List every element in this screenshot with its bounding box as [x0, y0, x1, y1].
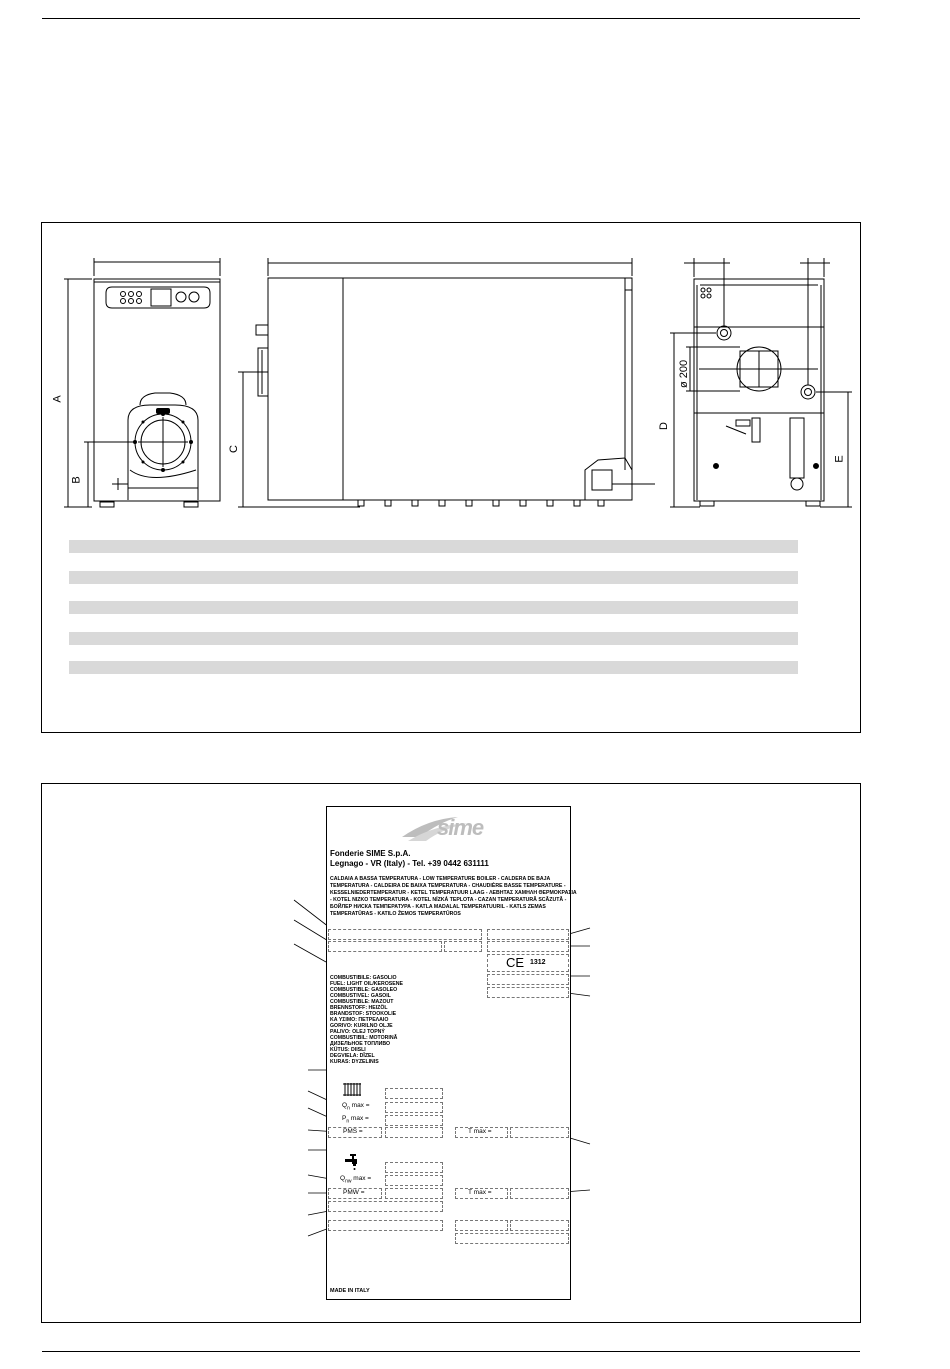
dim-label-b: B [70, 476, 83, 484]
boiler-type-line: TEMPERATŪRAS - KATILO ŽEMOS TEMPERATŪROS [330, 911, 461, 917]
plate-field-box [385, 1127, 443, 1138]
plate-field-box [328, 929, 482, 940]
plate-field-box [328, 1201, 443, 1212]
fuel-line: ДИЗЕЛЬНОЕ ТОПЛИВО [330, 1041, 391, 1047]
plate-field-box [510, 1188, 569, 1199]
dim-label-e: E [833, 455, 846, 463]
ce-number: 1312 [530, 959, 546, 966]
fuel-line: BRANDSTOF: STOOKOLIE [330, 1011, 397, 1017]
fuel-line: PALIVO: OLEJ TOPNÝ [330, 1029, 385, 1035]
fuel-line: KÜTUS: DIISLI [330, 1047, 366, 1053]
tmax-label: T max = [468, 1189, 492, 1196]
pmw-label: PMW = [343, 1189, 365, 1196]
plate-field-box [487, 974, 569, 985]
dim-label-a: A [51, 395, 64, 403]
made-in-italy: MADE IN ITALY [330, 1288, 370, 1294]
radiator-icon [342, 1082, 362, 1097]
fuel-line: BRENNSTOFF: HEIZÖL [330, 1005, 388, 1011]
dim-label-diameter: ø 200 [678, 359, 690, 388]
ce-mark: CE [506, 955, 525, 970]
qn-max-label: $Q_n$ max = [342, 1102, 370, 1112]
fuel-line: GORIVO: KURILNO OLJE [330, 1023, 393, 1029]
plate-field-box [385, 1088, 443, 1099]
fuel-line: FUEL: LIGHT OIL/KEROSENE [330, 981, 403, 987]
pn-max-label: $P_n$ max = [342, 1115, 369, 1125]
plate-field-box [510, 1127, 569, 1138]
fuel-line: COMBUSTIVEL: GASOIL [330, 993, 391, 999]
fuel-line: COMBUSTIBLE: GASOLEO [330, 987, 398, 993]
plate-field-box [487, 941, 569, 952]
fuel-line: KURAS: DYZELINIS [330, 1059, 379, 1065]
plate-field-box [328, 1220, 443, 1231]
plate-field-box [487, 929, 569, 940]
pms-label: PMS = [343, 1128, 363, 1135]
plate-field-box [455, 1233, 569, 1244]
dim-label-d: D [657, 422, 670, 430]
fuel-line: DEGVIELA: DĪZEL [330, 1053, 375, 1059]
fuel-line: COMBUSTIBIL: MOTORINĂ [330, 1035, 398, 1041]
fuel-line: COMBUSTIBLE: MAZOUT [330, 999, 394, 1005]
company-name: Fonderie SIME S.p.A. [330, 849, 411, 858]
plate-field-box [487, 987, 569, 998]
plate-field-box [444, 941, 482, 952]
fuel-line: COMBUSTIBILE: GASOLIO [330, 975, 397, 981]
qnw-max-label: $Q_{nw}$ max = [340, 1175, 372, 1185]
plate-field-box [385, 1175, 443, 1186]
plate-field-box [385, 1162, 443, 1173]
boiler-type-line: CALDAIA A BASSA TEMPERATURA - LOW TEMPERATURE BOILER - CALDERA DE BAJA [330, 876, 551, 882]
company-address: Legnago - VR (Italy) - Tel. +39 0442 631111 [330, 859, 489, 868]
plate-field-box [455, 1220, 508, 1231]
tmax-label: T max = [468, 1128, 492, 1135]
plate-field-box [328, 941, 442, 952]
boiler-type-line: БОЙЛЕР НИСКА ТЕМПЕРАТУРА - KATLA MADALAL TEMPERATUURIL - KATLS ZEMAS [330, 904, 546, 910]
dim-label-c: C [227, 445, 240, 453]
plate-field-box [385, 1115, 443, 1126]
plate-field-box [385, 1188, 443, 1199]
fuel-line: ΚΑ ΥΣΙΜΟ: ΠΕΤΡΕΛΑΙΟ [330, 1017, 389, 1023]
boiler-type-line: - KOTEL NIZKO TEMPERATURA - KOTEL NÍZKÁ TEPLOTA - CAZAN TEMPERATURĂ SCĂZUTĂ - [330, 897, 567, 903]
plate-field-box [510, 1220, 569, 1231]
ce-mark-box [487, 954, 569, 972]
tap-icon [344, 1154, 362, 1170]
boiler-type-line: TEMPERATURA - CALDEIRA DE BAIXA TEMPERATURA - CHAUDIÈRE BASSE TEMPERATURE - [330, 883, 566, 889]
boiler-type-line: KESSELNIEDERTEMPERATUR - KETEL TEMPERATUUR LAAG - ΛΕΒΗΤΑΣ ΧΑΜΗΛΗ ΘΕΡΜΟΚΡΑΣΙΑ [330, 890, 577, 896]
plate-field-box [385, 1102, 443, 1113]
sime-logo-text: sime [437, 815, 484, 840]
